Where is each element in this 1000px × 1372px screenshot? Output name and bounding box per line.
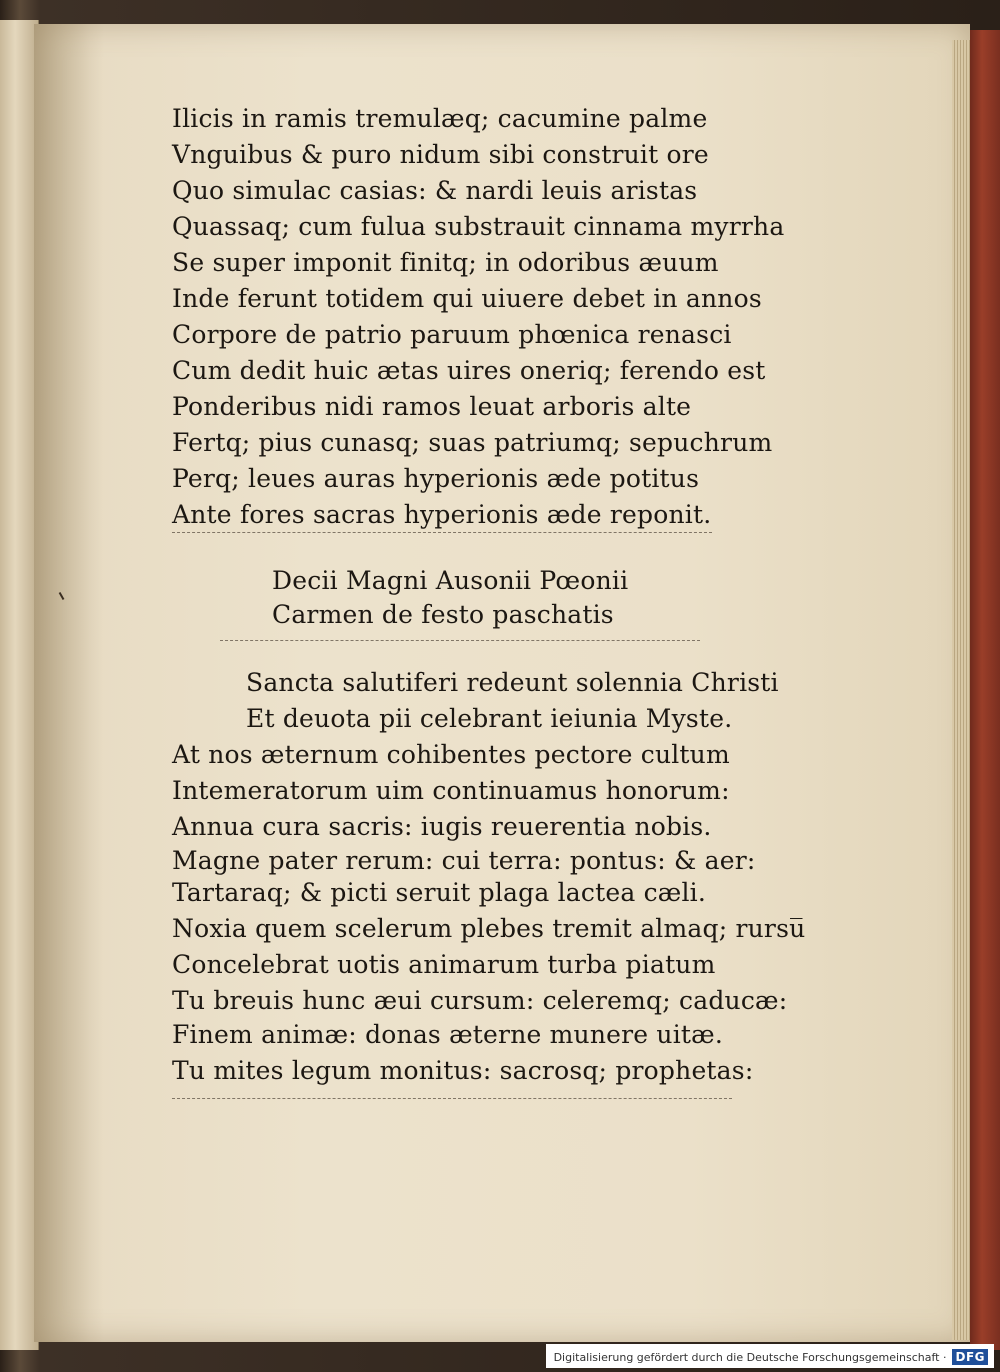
- verse-line: Concelebrat uotis animarum turba piatum: [172, 950, 716, 979]
- section-heading-title: Decii Magni Ausonii Pœonii: [272, 566, 629, 595]
- dfg-logo: DFG: [952, 1349, 988, 1365]
- section-heading-subtitle: Carmen de festo paschatis: [272, 600, 614, 629]
- credit-text: Digitalisierung gefördert durch die Deutsche Forschungsgemeinschaft ·: [553, 1350, 947, 1364]
- verse-line: Ponderibus nidi ramos leuat arboris alte: [172, 392, 692, 421]
- verse-line: Magne pater rerum: cui terra: pontus: & aer:: [172, 846, 756, 875]
- separator-rule: [220, 640, 700, 641]
- verse-line: Annua cura sacris: iugis reuerentia nobis.: [172, 812, 712, 841]
- verse-line: Intemeratorum uim continuamus honorum:: [172, 776, 730, 805]
- verse-line: Tu breuis hunc æui cursum: celeremq; caducæ:: [172, 986, 788, 1015]
- verse-line: Quo simulac casias: & nardi leuis aristas: [172, 176, 698, 205]
- separator-rule: [172, 532, 712, 533]
- verse-line: Finem animæ: donas æterne munere uitæ.: [172, 1020, 724, 1049]
- verse-line: Se super imponit finitq; in odoribus æuum: [172, 248, 719, 277]
- verse-line: Quassaq; cum fulua substrauit cinnama myrrha: [172, 212, 785, 241]
- verse-line: Tu mites legum monitus: sacrosq; prophetas:: [172, 1056, 754, 1085]
- verse-line: Cum dedit huic ætas uires oneriq; ferendo est: [172, 356, 766, 385]
- verse-line: Sancta salutiferi redeunt solennia Christi: [246, 668, 779, 697]
- verse-line: Ante fores sacras hyperionis æde reponit.: [172, 500, 712, 529]
- verse-line: Vnguibus & puro nidum sibi construit ore: [172, 140, 709, 169]
- verse-line: Perq; leues auras hyperionis æde potitus: [172, 464, 700, 493]
- verse-line: Ilicis in ramis tremulæq; cacumine palme: [172, 104, 708, 133]
- verse-line: Inde ferunt totidem qui uiuere debet in annos: [172, 284, 762, 313]
- verse-line: Corpore de patrio paruum phœnica renasci: [172, 320, 732, 349]
- separator-rule: [172, 1098, 732, 1099]
- verse-line: At nos æternum cohibentes pectore cultum: [172, 740, 730, 769]
- verse-line: Tartaraq; & picti seruit plaga lactea cæli.: [172, 878, 707, 907]
- verse-line: Noxia quem scelerum plebes tremit almaq; rursu̅: [172, 914, 806, 943]
- verse-line: Et deuota pii celebrant ieiunia Myste.: [246, 704, 733, 733]
- digitization-credit-bar: [546, 1344, 994, 1368]
- verse-line: Fertq; pius cunasq; suas patriumq; sepuchrum: [172, 428, 773, 457]
